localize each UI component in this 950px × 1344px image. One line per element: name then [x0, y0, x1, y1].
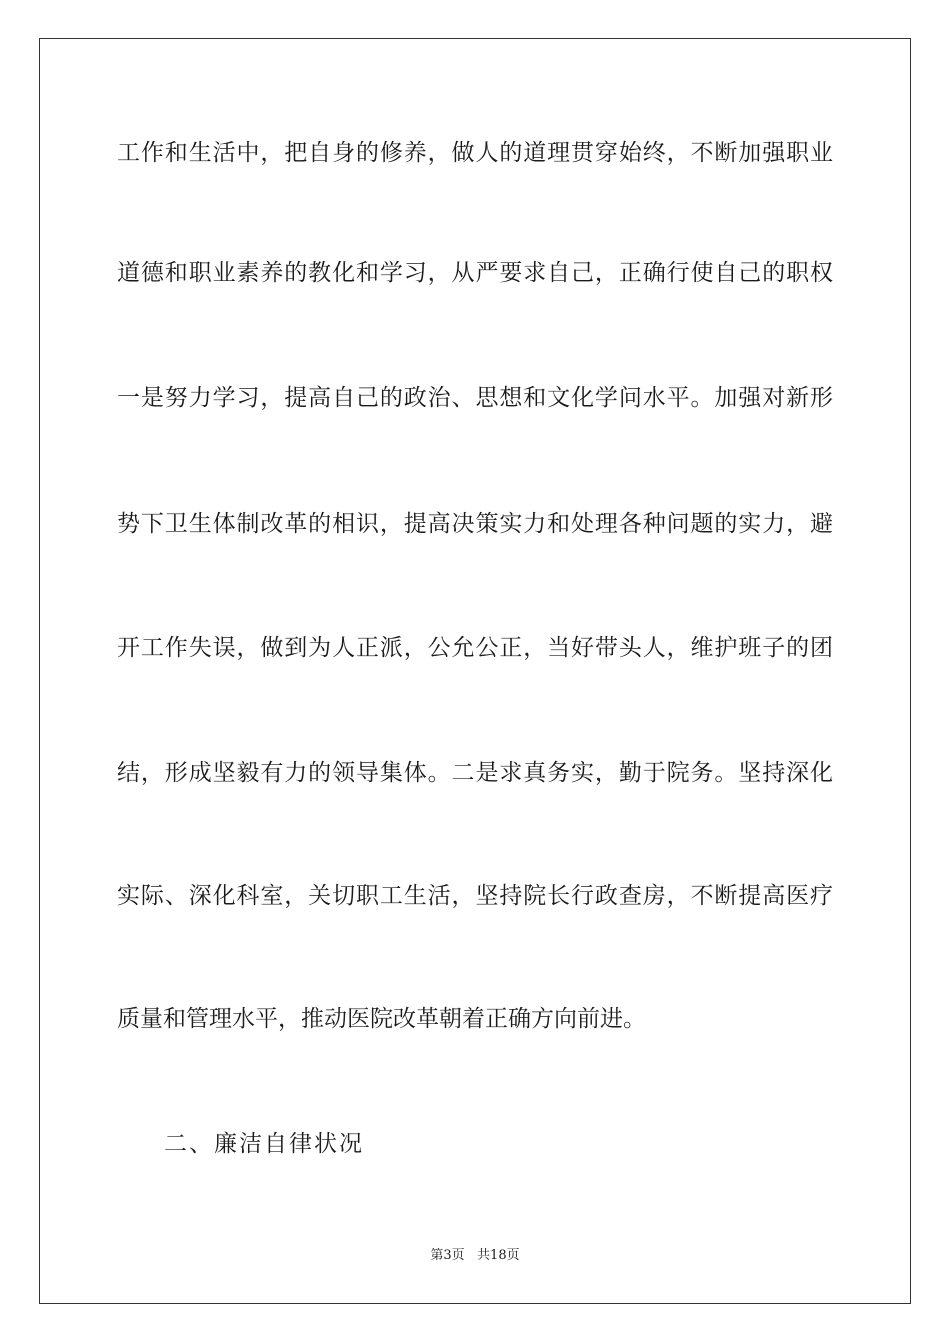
body-text-line-4: 势下卫生体制改革的相识，提高决策实力和处理各种问题的实力，避	[117, 511, 833, 537]
body-text-line-6: 结，形成坚毅有力的领导集体。二是求真务实，勤于院务。坚持深化	[117, 760, 833, 786]
body-text-line-5: 开工作失误，做到为人正派，公允公正，当好带头人，维护班子的团	[117, 635, 833, 661]
body-text-line-3: 一是努力学习，提高自己的政治、思想和文化学问水平。加强对新形	[117, 385, 833, 411]
page-border	[39, 38, 911, 1304]
body-text-line-1: 工作和生活中，把自身的修养，做人的道理贯穿始终，不断加强职业	[117, 140, 833, 166]
body-text-line-8: 质量和管理水平，推动医院改革朝着正确方向前进。	[117, 1006, 646, 1032]
body-text-line-7: 实际、深化科室，关切职工生活，坚持院长行政查房，不断提高医疗	[117, 883, 833, 909]
page-number-footer: 第3页 共18页	[430, 1248, 520, 1263]
body-text-line-2: 道德和职业素养的教化和学习，从严要求自己，正确行使自己的职权	[117, 260, 833, 286]
section-heading: 二、廉洁自律状况	[164, 1131, 364, 1157]
